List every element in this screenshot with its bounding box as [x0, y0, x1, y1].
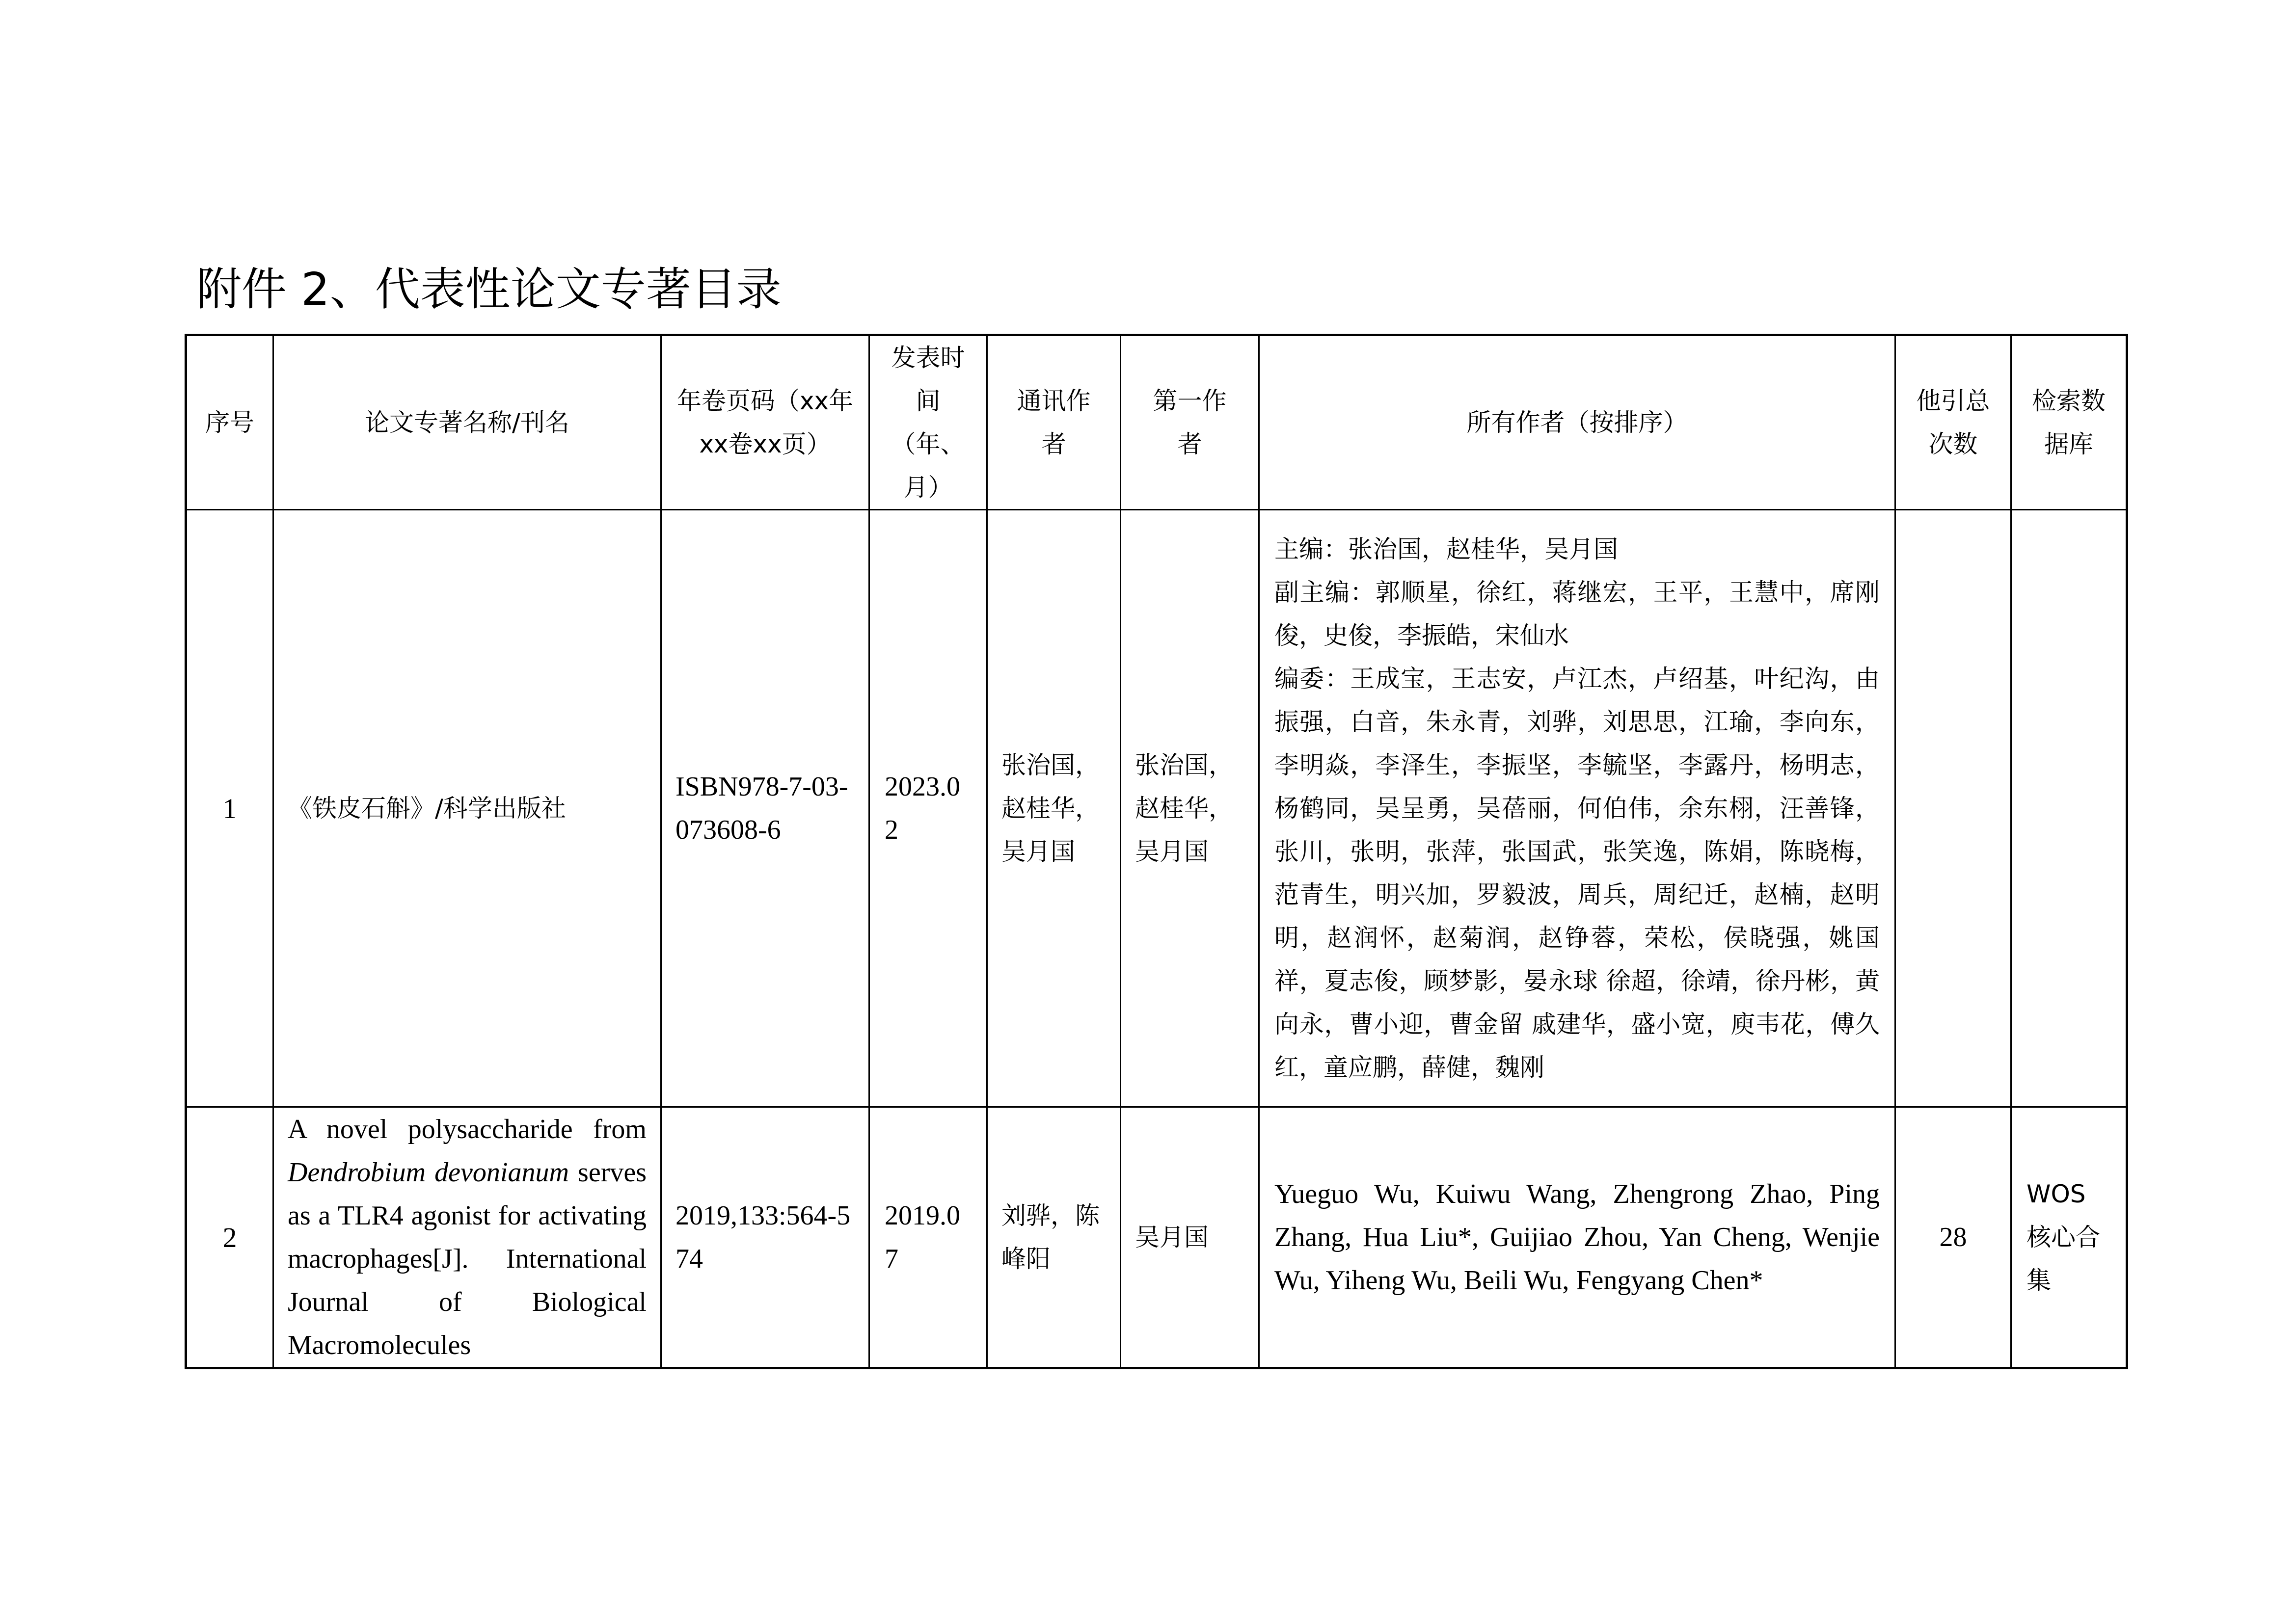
header-row	[186, 335, 2127, 510]
row-date: 2019.07	[869, 1107, 987, 1368]
paper-title-species: Dendrobium devonianum	[288, 1157, 569, 1188]
chief-editor: 主编：张治国，赵桂华，吴月国	[1274, 535, 1618, 563]
papers-table	[185, 334, 2128, 1369]
editorial-board: 编委：王成宝，王志安，卢江杰，卢绍基，叶纪沟，由振强，白音，朱永青，刘骅，刘思思，江瑜，李向东，李明焱，李泽生，李振坚，李毓坚，李露丹，杨明志，杨鹤同，吴呈勇，吴蓓丽，何伯伟，余东栩，汪善锋，张川，张明，张萍，张国武，张笑逸，陈娟，陈晓梅，范青生，明兴加，罗毅波，周兵，周纪迁，赵楠，赵明明，赵润怀，赵菊润，赵铮蓉，荣松，侯晓强，姚国祥，夏志俊，顾梦影，晏永球 徐超，徐靖，徐丹彬，黄向永，曹小迎，曹金留 戚建华，盛小宽，庾韦花，傅久红，童应鹏，薛健，魏刚	[1274, 665, 1880, 1082]
row-date: 2023.02	[869, 510, 987, 1107]
header-citations: 他引总次数	[1895, 335, 2011, 510]
row-citations: 28	[1895, 1107, 2011, 1368]
header-volume: 年卷页码（xx年xx卷xx页）	[661, 335, 869, 510]
row-database: WOS 核心合集	[2011, 1107, 2127, 1368]
row-name: 《铁皮石斛》/科学出版社	[273, 510, 661, 1107]
header-first-author: 第一作者	[1121, 335, 1259, 510]
row-corresponding: 张治国，赵桂华，吴月国	[987, 510, 1121, 1107]
row-citations	[1895, 510, 2011, 1107]
row-index: 1	[186, 510, 273, 1107]
row-all-authors: Yueguo Wu, Kuiwu Wang, Zhengrong Zhao, Ping Zhang, Hua Liu*, Guijiao Zhou, Yan Cheng, Wenjie Wu, Yiheng Wu, Beili Wu, Fengyang Chen*	[1259, 1107, 1895, 1368]
row-name	[273, 1107, 661, 1368]
row-first-author: 张治国，赵桂华，吴月国	[1121, 510, 1259, 1107]
row-volume: ISBN978-7-03-073608-6	[661, 510, 869, 1107]
header-name: 论文专著名称/刊名	[273, 335, 661, 510]
paper-title-part1: A novel polysaccharide from	[288, 1114, 647, 1144]
row-database	[2011, 510, 2127, 1107]
header-all-authors: 所有作者（按排序）	[1259, 335, 1895, 510]
row-all-authors	[1259, 510, 1895, 1107]
header-corresponding: 通讯作者	[987, 335, 1121, 510]
table-row	[186, 1107, 2127, 1368]
table-row	[186, 510, 2127, 1107]
row-index: 2	[186, 1107, 273, 1368]
row-corresponding: 刘骅，陈峰阳	[987, 1107, 1121, 1368]
row-first-author: 吴月国	[1121, 1107, 1259, 1368]
header-database: 检索数据库	[2011, 335, 2127, 510]
header-date: 发表时间（年、月）	[869, 335, 987, 510]
deputy-editor: 副主编：郭顺星，徐红，蒋继宏，王平，王慧中，席刚俊，史俊，李振皓，宋仙水	[1274, 578, 1880, 650]
paper-title-part2: serves as a TLR4 agonist for activating macrophages[J]. International Journal of Biological Macromolecules	[288, 1157, 647, 1360]
header-index: 序号	[186, 335, 273, 510]
row-volume: 2019,133:564-574	[661, 1107, 869, 1368]
page-title: 附件 2、代表性论文专著目录	[196, 263, 782, 316]
